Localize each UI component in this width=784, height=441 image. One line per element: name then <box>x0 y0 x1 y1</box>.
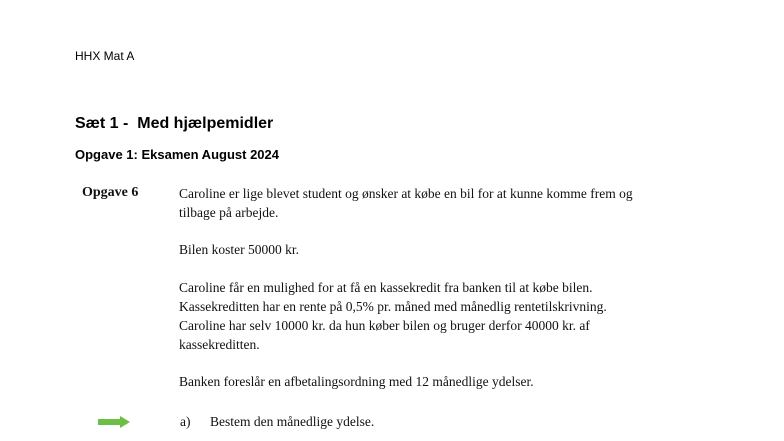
arrow-head <box>120 416 130 428</box>
text-line: Caroline får en mulighed for at få en kassekredit fra banken til at købe bilen. <box>179 280 593 295</box>
text-line: Banken foreslår en afbetalingsordning med 12 månedlige ydelser. <box>179 374 534 389</box>
exam-title: Opgave 1: Eksamen August 2024 <box>75 147 279 162</box>
task-paragraph-price <box>179 240 699 259</box>
arrow-right-icon <box>98 416 130 428</box>
text-line: Caroline har selv 10000 kr. da hun køber bilen og bruger derfor 40000 kr. af <box>179 318 590 333</box>
text-line: Bilen koster 50000 kr. <box>179 242 299 257</box>
section-title: Sæt 1 - Med hjælpemidler <box>75 115 274 132</box>
text-line: Kassekreditten har en rente på 0,5% pr. måned med månedlig rentetilskrivning. <box>179 299 607 314</box>
question-label: a) <box>180 414 191 429</box>
course-header: HHX Mat A <box>75 49 135 63</box>
task-paragraph-plan <box>179 372 699 391</box>
task-label: Opgave 6 <box>82 185 139 200</box>
text-line: Caroline er lige blevet student og ønsker at købe en bil for at kunne komme frem og <box>179 186 633 201</box>
text-line: tilbage på arbejde. <box>179 205 279 220</box>
arrow-shaft <box>98 419 121 425</box>
scanned-task <box>0 180 784 441</box>
task-paragraph-intro <box>179 184 699 222</box>
text-line: kassekreditten. <box>179 337 260 352</box>
task-paragraph-credit <box>179 278 699 354</box>
question-text: Bestem den månedlige ydelse. <box>210 414 375 429</box>
